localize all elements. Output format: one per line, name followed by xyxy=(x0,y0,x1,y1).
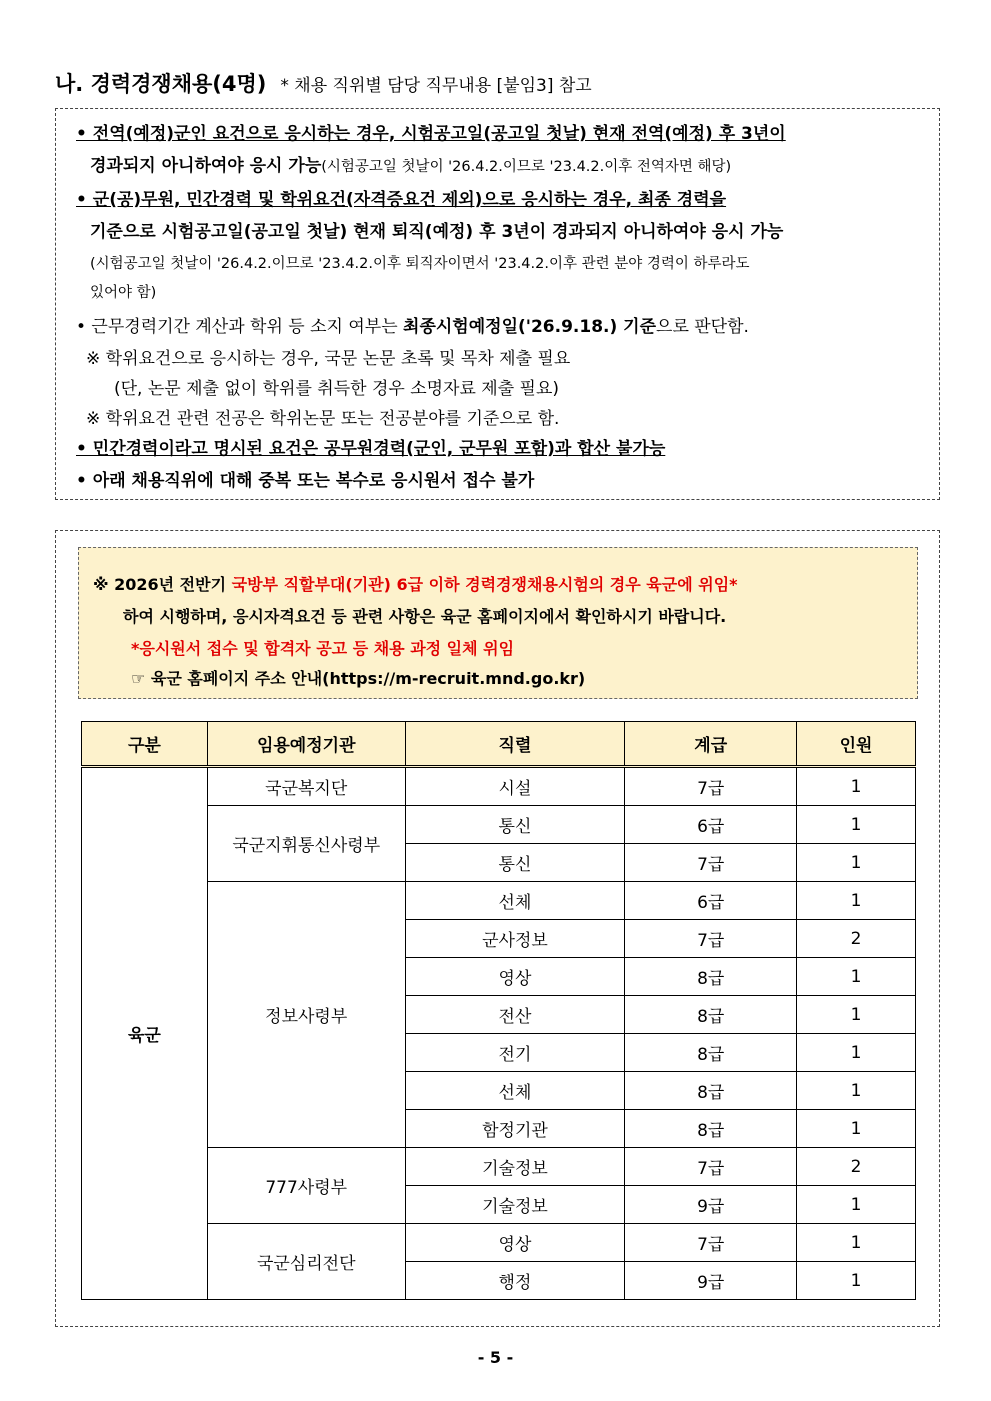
agency-cell: 정보사령부 xyxy=(207,882,405,1148)
header-agency: 임용예정기관 xyxy=(207,722,405,767)
count-cell: 1 xyxy=(797,1186,916,1224)
condition-3: • 근무경력기간 계산과 학위 등 소지 여부는 최종시험예정일('26.9.18.) 기준으로 판단함. xyxy=(76,317,749,337)
count-cell: 1 xyxy=(797,1262,916,1300)
agency-cell: 국군복지단 xyxy=(207,767,405,806)
table-row xyxy=(82,1224,916,1262)
series-cell: 전산 xyxy=(405,996,625,1034)
recruitment-box xyxy=(55,530,940,1327)
condition-2d: 있어야 함) xyxy=(90,285,157,301)
count-cell: 1 xyxy=(797,882,916,920)
condition-6: ※ 학위요건 관련 전공은 학위논문 또는 전공분야를 기준으로 함. xyxy=(86,409,560,429)
condition-7: • 민간경력이라고 명시된 요건은 공무원경력(군인, 군무원 포함)과 합산 불가능 xyxy=(76,439,666,459)
series-cell: 영상 xyxy=(405,1224,625,1262)
header-grade: 계급 xyxy=(625,722,797,767)
series-cell: 기술정보 xyxy=(405,1186,625,1224)
grade-cell: 7급 xyxy=(625,767,797,806)
series-cell: 기술정보 xyxy=(405,1148,625,1186)
count-cell: 1 xyxy=(797,844,916,882)
table-row xyxy=(82,806,916,844)
count-cell: 1 xyxy=(797,767,916,806)
table-header-row xyxy=(82,722,916,767)
condition-1b: 경과되지 아니하여야 응시 가능(시험공고일 첫날이 '26.4.2.이므로 '23.4.2.이후 전역자면 해당) xyxy=(90,156,732,176)
grade-cell: 8급 xyxy=(625,996,797,1034)
table-row xyxy=(82,882,916,920)
header-count: 인원 xyxy=(797,722,916,767)
grade-cell: 6급 xyxy=(625,806,797,844)
count-cell: 1 xyxy=(797,1110,916,1148)
section-title: 나. 경력경쟁채용(4명) xyxy=(55,72,267,96)
count-cell: 1 xyxy=(797,958,916,996)
grade-cell: 9급 xyxy=(625,1186,797,1224)
grade-cell: 6급 xyxy=(625,882,797,920)
grade-cell: 9급 xyxy=(625,1262,797,1300)
condition-2c: (시험공고일 첫날이 '26.4.2.이므로 '23.4.2.이후 퇴직자이면서 '23.4.2.이후 관련 분야 경력이 하루라도 xyxy=(90,256,750,272)
count-cell: 2 xyxy=(797,1148,916,1186)
count-cell: 2 xyxy=(797,920,916,958)
series-cell: 영상 xyxy=(405,958,625,996)
condition-2b: 기준으로 시험공고일(공고일 첫날) 현재 퇴직(예정) 후 3년이 경과되지 아니하여야 응시 가능 xyxy=(90,222,784,242)
series-cell: 군사정보 xyxy=(405,920,625,958)
header-series: 직렬 xyxy=(405,722,625,767)
grade-cell: 8급 xyxy=(625,1034,797,1072)
count-cell: 1 xyxy=(797,1072,916,1110)
page-number: - 5 - xyxy=(477,1348,514,1367)
count-cell: 1 xyxy=(797,806,916,844)
agency-cell: 국군심리전단 xyxy=(207,1224,405,1300)
condition-4: ※ 학위요건으로 응시하는 경우, 국문 논문 초록 및 목차 제출 필요 xyxy=(86,349,571,369)
series-cell: 시설 xyxy=(405,767,625,806)
count-cell: 1 xyxy=(797,1034,916,1072)
count-cell: 1 xyxy=(797,1224,916,1262)
series-cell: 선체 xyxy=(405,882,625,920)
delegation-notice xyxy=(78,547,918,699)
grade-cell: 7급 xyxy=(625,844,797,882)
recruitment-table xyxy=(81,721,916,1300)
table-row xyxy=(82,767,916,806)
grade-cell: 7급 xyxy=(625,920,797,958)
grade-cell: 7급 xyxy=(625,1148,797,1186)
condition-1a: • 전역(예정)군인 요건으로 응시하는 경우, 시험공고일(공고일 첫날) 현재 전역(예정) 후 3년이 xyxy=(76,124,786,144)
series-cell: 함정기관 xyxy=(405,1110,625,1148)
series-cell: 선체 xyxy=(405,1072,625,1110)
condition-8: • 아래 채용직위에 대해 중복 또는 복수로 응시원서 접수 불가 xyxy=(76,471,535,491)
grade-cell: 8급 xyxy=(625,958,797,996)
section-note: * 채용 직위별 담당 직무내용 [붙임3] 참고 xyxy=(280,76,592,96)
series-cell: 통신 xyxy=(405,844,625,882)
section-heading xyxy=(55,68,592,98)
notice-line-4: ☞ 육군 홈페이지 주소 안내(https://m-recruit.mnd.go.kr) xyxy=(131,669,586,688)
category-cell: 육군 xyxy=(82,767,208,1300)
table-row xyxy=(82,1148,916,1186)
header-category: 구분 xyxy=(82,722,208,767)
notice-line-3: *응시원서 접수 및 합격자 공고 등 채용 과정 일체 위임 xyxy=(131,639,515,658)
condition-5: (단, 논문 제출 없이 학위를 취득한 경우 소명자료 제출 필요) xyxy=(114,379,560,399)
series-cell: 통신 xyxy=(405,806,625,844)
notice-line-2: 하여 시행하며, 응시자격요건 등 관련 사항은 육군 홈페이지에서 확인하시기 바랍니다. xyxy=(123,607,727,626)
condition-2a: • 군(공)무원, 민간경력 및 학위요건(자격증요건 제외)으로 응시하는 경우, 최종 경력을 xyxy=(76,190,727,210)
series-cell: 행정 xyxy=(405,1262,625,1300)
grade-cell: 8급 xyxy=(625,1110,797,1148)
conditions-box xyxy=(55,108,940,500)
agency-cell: 777사령부 xyxy=(207,1148,405,1224)
count-cell: 1 xyxy=(797,996,916,1034)
series-cell: 전기 xyxy=(405,1034,625,1072)
agency-cell: 국군지휘통신사령부 xyxy=(207,806,405,882)
notice-line-1: ※ 2026년 전반기 국방부 직할부대(기관) 6급 이하 경력경쟁채용시험의 경우 육군에 위임* xyxy=(93,575,738,594)
grade-cell: 7급 xyxy=(625,1224,797,1262)
grade-cell: 8급 xyxy=(625,1072,797,1110)
